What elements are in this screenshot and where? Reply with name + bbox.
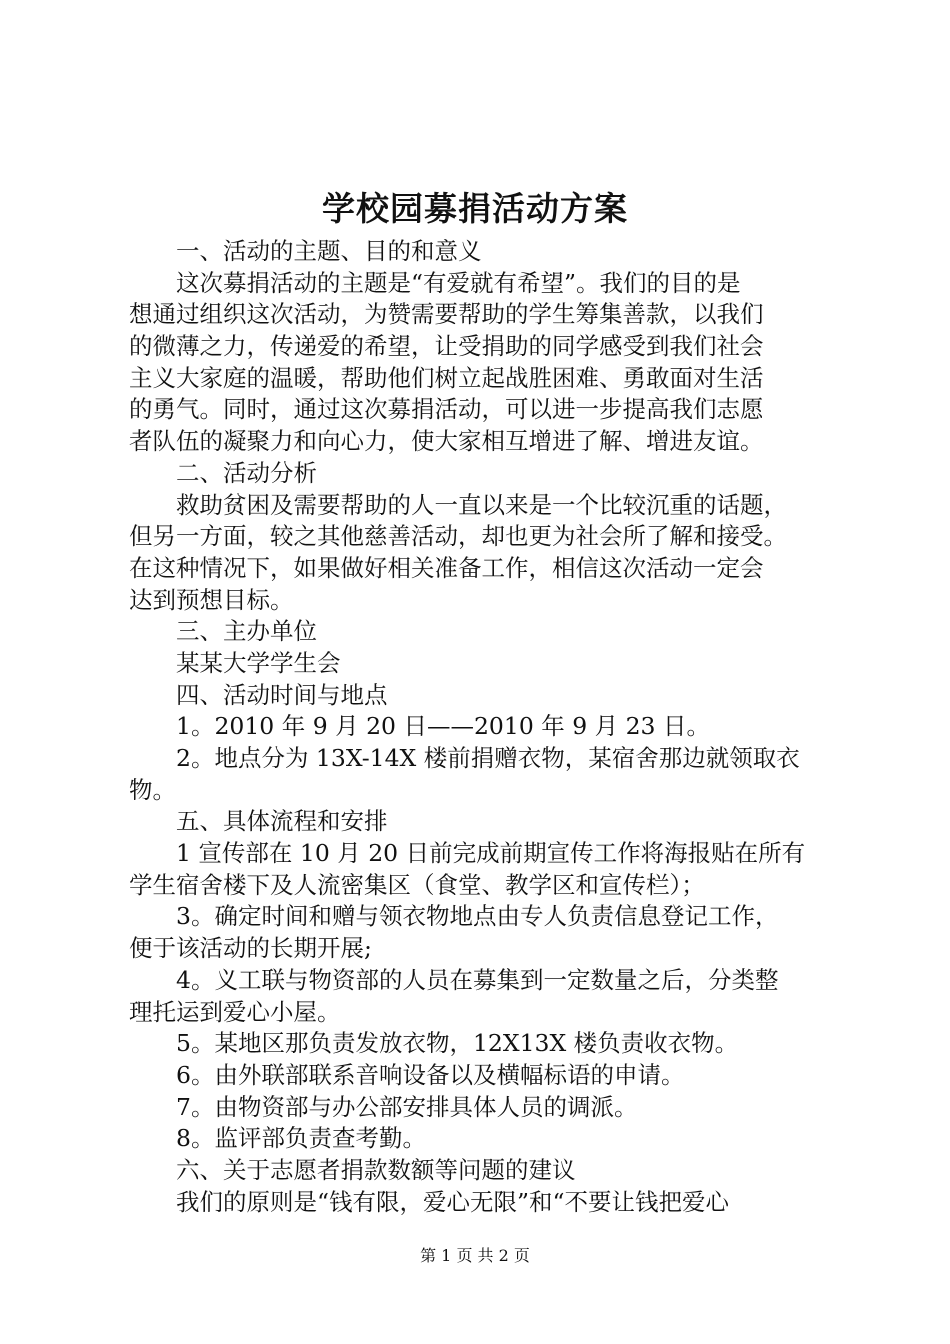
text-line: 2。地点分为 13X-14X 楼前捐赠衣物，某宿舍那边就领取衣 (176, 744, 800, 772)
text-line: 者队伍的凝聚力和向心力，使大家相互增进了解、增进友谊。 (129, 427, 764, 456)
text-line: 某某大学学生会 (176, 648, 341, 677)
text-line: 1。2010 年 9 月 20 日——2010 年 9 月 23 日。 (176, 712, 710, 741)
text-line: 在这种情况下，如果做好相关准备工作，相信这次活动一定会 (129, 553, 764, 582)
text-line: 3。确定时间和赠与领衣物地点由专人负责信息登记工作， (176, 902, 779, 931)
text-line: 但另一方面，较之其他慈善活动，却也更为社会所了解和接受。 (129, 522, 787, 551)
text-line: 便于该活动的长期开展; (129, 934, 372, 963)
text-line: 学生宿舍楼下及人流密集区（食堂、教学区和宣传栏）； (129, 870, 705, 899)
text-line: 四、活动时间与地点 (176, 680, 388, 709)
text-line: 这次募捐活动的主题是“有爱就有希望”。我们的目的是 (176, 268, 741, 297)
text-line: 7。由物资部与办公部安排具体人员的调派。 (176, 1092, 638, 1121)
text-line: 8。监评部负责查考勤。 (176, 1124, 426, 1153)
text-line: 五、具体流程和安排 (176, 807, 388, 836)
text-line: 我们的原则是“钱有限，爱心无限”和“不要让钱把爱心 (176, 1187, 730, 1216)
text-line: 1 宣传部在 10 月 20 日前完成前期宣传工作将海报贴在所有 (176, 839, 806, 868)
text-line: 想通过组织这次活动，为赞需要帮助的学生筹集善款，以我们 (129, 300, 764, 329)
text-line: 一、活动的主题、目的和意义 (176, 237, 482, 265)
text-line: 5。某地区那负责发放衣物，12X13X 楼负责收衣物。 (176, 1029, 739, 1058)
text-line: 理托运到爱心小屋。 (129, 997, 341, 1026)
text-line: 三、主办单位 (176, 617, 317, 646)
text-line: 达到预想目标。 (129, 585, 294, 614)
text-line: 救助贫困及需要帮助的人一直以来是一个比较沉重的话题， (176, 490, 787, 519)
document-title: 学校园募捐活动方案 (322, 189, 628, 228)
text-line: 主义大家庭的温暖，帮助他们树立起战胜困难、勇敢面对生活 (129, 363, 764, 392)
text-line: 六、关于志愿者捐款数额等问题的建议 (176, 1155, 576, 1184)
text-line: 4。义工联与物资部的人员在募集到一定数量之后，分类整 (176, 965, 779, 994)
text-line: 6。由外联部联系音响设备以及横幅标语的申请。 (176, 1060, 685, 1089)
text-line: 二、活动分析 (176, 458, 317, 487)
document-body (129, 236, 833, 1218)
text-line: 的勇气。同时，通过这次募捐活动，可以进一步提高我们志愿 (129, 395, 764, 424)
text-line: 物。 (129, 775, 176, 804)
page-footer: 第 1 页 共 2 页 (420, 1246, 530, 1265)
text-line: 的微薄之力，传递爱的希望，让受捐助的同学感受到我们社会 (129, 332, 764, 361)
